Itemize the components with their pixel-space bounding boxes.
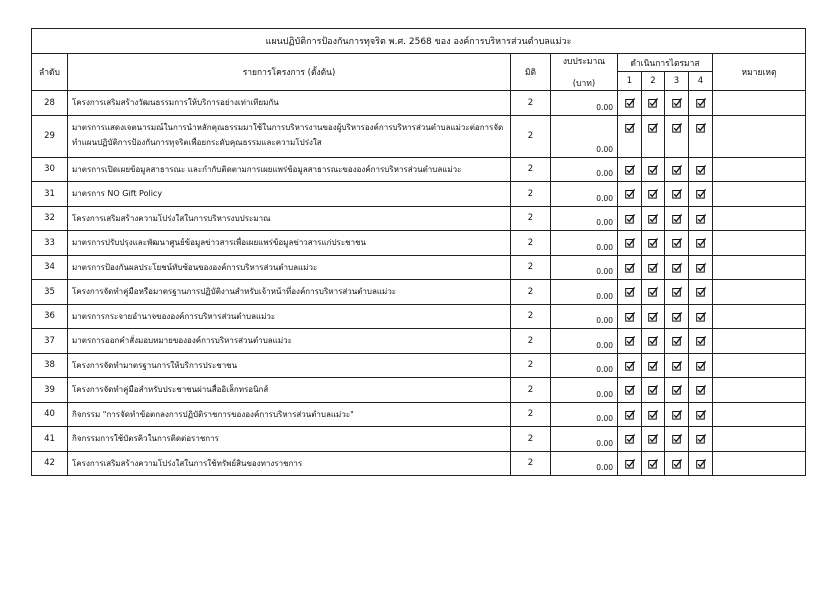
header-quarter: 3 xyxy=(665,72,689,91)
quarter-1-cell xyxy=(618,206,642,231)
row-project: มาตรการปรับปรุงและพัฒนาศูนย์ข้อมูลข่าวสารเพื่อเผยแพร่ข้อมูลข่าวสารแก่ประชาชน xyxy=(68,231,511,256)
row-project: โครงการจัดทำคู่มือหรือมาตรฐานการปฏิบัติงานสำหรับเจ้าหน้าที่องค์การบริหารส่วนตำบลแม่วะ xyxy=(68,280,511,305)
row-dimension: 2 xyxy=(511,402,551,427)
quarter-4-cell xyxy=(689,427,713,452)
quarter-1-cell xyxy=(618,329,642,354)
checkbox-checked-icon xyxy=(625,312,635,322)
checkbox-checked-icon xyxy=(672,287,682,297)
checkbox-checked-icon xyxy=(625,287,635,297)
row-budget: 0.00 xyxy=(551,378,618,403)
row-budget: 0.00 xyxy=(551,304,618,329)
quarter-2-cell xyxy=(642,91,665,116)
row-budget: 0.00 xyxy=(551,402,618,427)
checkbox-checked-icon xyxy=(648,287,658,297)
row-remark xyxy=(713,378,806,403)
quarter-2-cell xyxy=(642,353,665,378)
row-budget: 0.00 xyxy=(551,91,618,116)
row-dimension: 2 xyxy=(511,378,551,403)
quarter-4-cell xyxy=(689,115,713,157)
quarter-2-cell xyxy=(642,182,665,207)
quarter-3-cell xyxy=(665,353,689,378)
quarter-4-cell xyxy=(689,304,713,329)
table-row xyxy=(32,115,806,157)
checkbox-checked-icon xyxy=(648,263,658,273)
checkbox-checked-icon xyxy=(648,189,658,199)
table-row xyxy=(32,427,806,452)
row-project: มาตรการแสดงเจตนารมณ์ในการนำหลักคุณธรรมมาใช้ในการบริหารงานของผู้บริหารองค์การบริหารส่วนตำบลแม่วะต่อการจัดทำแผนปฏิบัติการป้องกันการทุจริตเพื่อยกระดับคุณธรรมและความโปร่งใส xyxy=(68,115,511,157)
quarter-4-cell xyxy=(689,329,713,354)
checkbox-checked-icon xyxy=(696,263,706,273)
quarter-4-cell xyxy=(689,378,713,403)
header-quarter: 4 xyxy=(689,72,713,91)
checkbox-checked-icon xyxy=(672,385,682,395)
row-no: 29 xyxy=(32,115,68,157)
header-budget-line1: งบประมาณ xyxy=(562,57,606,67)
checkbox-checked-icon xyxy=(672,98,682,108)
checkbox-checked-icon xyxy=(648,336,658,346)
row-dimension: 2 xyxy=(511,91,551,116)
checkbox-checked-icon xyxy=(672,238,682,248)
table-row xyxy=(32,157,806,182)
checkbox-checked-icon xyxy=(672,263,682,273)
quarter-1-cell xyxy=(618,427,642,452)
row-project: โครงการเสริมสร้างความโปร่งใสในการบริหารงบประมาณ xyxy=(68,206,511,231)
row-project: มาตรการเปิดเผยข้อมูลสาธารณะ และกำกับติดตามการเผยแพร่ข้อมูลสาธารณะขององค์การบริหารส่วนตำบลแม่วะ xyxy=(68,157,511,182)
row-budget: 0.00 xyxy=(551,451,618,476)
checkbox-checked-icon xyxy=(672,410,682,420)
checkbox-checked-icon xyxy=(625,123,635,133)
row-no: 40 xyxy=(32,402,68,427)
quarter-4-cell xyxy=(689,206,713,231)
quarter-2-cell xyxy=(642,255,665,280)
checkbox-checked-icon xyxy=(672,312,682,322)
checkbox-checked-icon xyxy=(696,287,706,297)
header-dimension: มิติ xyxy=(511,54,551,91)
checkbox-checked-icon xyxy=(648,123,658,133)
row-no: 34 xyxy=(32,255,68,280)
quarter-3-cell xyxy=(665,157,689,182)
row-budget: 0.00 xyxy=(551,427,618,452)
quarter-1-cell xyxy=(618,91,642,116)
checkbox-checked-icon xyxy=(625,214,635,224)
header-budget-line2: (บาท) xyxy=(572,79,596,89)
row-dimension: 2 xyxy=(511,115,551,157)
checkbox-checked-icon xyxy=(648,238,658,248)
row-no: 28 xyxy=(32,91,68,116)
row-remark xyxy=(713,157,806,182)
checkbox-checked-icon xyxy=(696,165,706,175)
row-remark xyxy=(713,427,806,452)
row-no: 30 xyxy=(32,157,68,182)
checkbox-checked-icon xyxy=(625,189,635,199)
document-title: แผนปฏิบัติการป้องกันการทุจริต พ.ศ. 2568 ของ องค์การบริหารส่วนตำบลแม่วะ xyxy=(32,29,806,54)
checkbox-checked-icon xyxy=(696,434,706,444)
checkbox-checked-icon xyxy=(648,312,658,322)
quarter-4-cell xyxy=(689,402,713,427)
row-remark xyxy=(713,280,806,305)
row-dimension: 2 xyxy=(511,280,551,305)
table-row xyxy=(32,206,806,231)
row-project: มาตรการป้องกันผลประโยชน์ทับซ้อนขององค์การบริหารส่วนตำบลแม่วะ xyxy=(68,255,511,280)
table-row xyxy=(32,304,806,329)
quarter-3-cell xyxy=(665,304,689,329)
header-quarter: 1 xyxy=(618,72,642,91)
checkbox-checked-icon xyxy=(625,238,635,248)
quarter-1-cell xyxy=(618,255,642,280)
quarter-3-cell xyxy=(665,206,689,231)
checkbox-checked-icon xyxy=(696,312,706,322)
row-project: โครงการจัดทำมาตรฐานการให้บริการประชาชน xyxy=(68,353,511,378)
quarter-1-cell xyxy=(618,402,642,427)
row-remark xyxy=(713,402,806,427)
quarter-4-cell xyxy=(689,451,713,476)
checkbox-checked-icon xyxy=(625,434,635,444)
row-remark xyxy=(713,329,806,354)
header-project: รายการโครงการ (ตั้งต้น) xyxy=(68,54,511,91)
header-quarter: 2 xyxy=(642,72,665,91)
checkbox-checked-icon xyxy=(625,385,635,395)
row-project: โครงการจัดทำคู่มือสำหรับประชาชนผ่านสื่ออิเล็กทรอนิกส์ xyxy=(68,378,511,403)
row-project: กิจกรรม "การจัดทำข้อตกลงการปฏิบัติราชการขององค์การบริหารส่วนตำบลแม่วะ" xyxy=(68,402,511,427)
row-no: 37 xyxy=(32,329,68,354)
table-row xyxy=(32,91,806,116)
checkbox-checked-icon xyxy=(696,98,706,108)
quarter-1-cell xyxy=(618,115,642,157)
checkbox-checked-icon xyxy=(625,459,635,469)
checkbox-checked-icon xyxy=(696,459,706,469)
quarter-2-cell xyxy=(642,206,665,231)
checkbox-checked-icon xyxy=(696,123,706,133)
quarter-1-cell xyxy=(618,304,642,329)
checkbox-checked-icon xyxy=(648,385,658,395)
header-remark: หมายเหตุ xyxy=(713,54,806,91)
table-row xyxy=(32,353,806,378)
quarter-2-cell xyxy=(642,378,665,403)
row-budget: 0.00 xyxy=(551,231,618,256)
quarter-4-cell xyxy=(689,182,713,207)
checkbox-checked-icon xyxy=(696,238,706,248)
row-dimension: 2 xyxy=(511,427,551,452)
checkbox-checked-icon xyxy=(625,98,635,108)
row-no: 36 xyxy=(32,304,68,329)
quarter-4-cell xyxy=(689,255,713,280)
quarter-2-cell xyxy=(642,451,665,476)
quarter-3-cell xyxy=(665,280,689,305)
row-budget: 0.00 xyxy=(551,157,618,182)
table-row xyxy=(32,280,806,305)
row-project: มาตรการกระจายอำนาจขององค์การบริหารส่วนตำบลแม่วะ xyxy=(68,304,511,329)
checkbox-checked-icon xyxy=(672,336,682,346)
row-budget: 0.00 xyxy=(551,329,618,354)
row-remark xyxy=(713,206,806,231)
quarter-1-cell xyxy=(618,157,642,182)
table-row xyxy=(32,378,806,403)
row-dimension: 2 xyxy=(511,451,551,476)
row-no: 38 xyxy=(32,353,68,378)
quarter-1-cell xyxy=(618,353,642,378)
checkbox-checked-icon xyxy=(648,434,658,444)
checkbox-checked-icon xyxy=(625,410,635,420)
row-budget: 0.00 xyxy=(551,182,618,207)
row-project: มาตรการออกคำสั่งมอบหมายขององค์การบริหารส่วนตำบลแม่วะ xyxy=(68,329,511,354)
row-remark xyxy=(713,353,806,378)
quarter-3-cell xyxy=(665,378,689,403)
row-budget: 0.00 xyxy=(551,206,618,231)
row-no: 42 xyxy=(32,451,68,476)
checkbox-checked-icon xyxy=(672,434,682,444)
row-project: โครงการเสริมสร้างความโปร่งใสในการใช้ทรัพย์สินของทางราชการ xyxy=(68,451,511,476)
checkbox-checked-icon xyxy=(672,214,682,224)
row-dimension: 2 xyxy=(511,255,551,280)
checkbox-checked-icon xyxy=(696,189,706,199)
row-remark xyxy=(713,255,806,280)
checkbox-checked-icon xyxy=(696,410,706,420)
row-budget: 0.00 xyxy=(551,255,618,280)
row-budget: 0.00 xyxy=(551,115,618,157)
table-row xyxy=(32,255,806,280)
row-dimension: 2 xyxy=(511,304,551,329)
row-no: 32 xyxy=(32,206,68,231)
row-remark xyxy=(713,304,806,329)
checkbox-checked-icon xyxy=(625,361,635,371)
row-dimension: 2 xyxy=(511,353,551,378)
quarter-3-cell xyxy=(665,91,689,116)
row-no: 39 xyxy=(32,378,68,403)
checkbox-checked-icon xyxy=(625,263,635,273)
quarter-4-cell xyxy=(689,91,713,116)
quarter-4-cell xyxy=(689,157,713,182)
header-no: ลำดับ xyxy=(32,54,68,91)
quarter-1-cell xyxy=(618,231,642,256)
header-budget xyxy=(551,54,618,91)
quarter-3-cell xyxy=(665,451,689,476)
quarter-2-cell xyxy=(642,304,665,329)
quarter-2-cell xyxy=(642,280,665,305)
checkbox-checked-icon xyxy=(648,410,658,420)
quarter-3-cell xyxy=(665,427,689,452)
row-no: 31 xyxy=(32,182,68,207)
row-remark xyxy=(713,451,806,476)
table-row xyxy=(32,402,806,427)
row-project: มาตรการ NO Gift Policy xyxy=(68,182,511,207)
checkbox-checked-icon xyxy=(648,165,658,175)
quarter-3-cell xyxy=(665,231,689,256)
quarter-1-cell xyxy=(618,451,642,476)
row-dimension: 2 xyxy=(511,206,551,231)
quarter-1-cell xyxy=(618,378,642,403)
quarter-2-cell xyxy=(642,115,665,157)
checkbox-checked-icon xyxy=(672,165,682,175)
quarter-4-cell xyxy=(689,353,713,378)
row-dimension: 2 xyxy=(511,329,551,354)
row-no: 33 xyxy=(32,231,68,256)
table-row xyxy=(32,329,806,354)
checkbox-checked-icon xyxy=(648,214,658,224)
checkbox-checked-icon xyxy=(696,361,706,371)
quarter-4-cell xyxy=(689,231,713,256)
table-body xyxy=(32,91,806,476)
header-period: ดำเนินการไตรมาส xyxy=(618,54,713,72)
checkbox-checked-icon xyxy=(648,98,658,108)
row-dimension: 2 xyxy=(511,182,551,207)
checkbox-checked-icon xyxy=(672,123,682,133)
table-row xyxy=(32,231,806,256)
row-remark xyxy=(713,115,806,157)
row-no: 35 xyxy=(32,280,68,305)
checkbox-checked-icon xyxy=(696,336,706,346)
checkbox-checked-icon xyxy=(696,214,706,224)
row-remark xyxy=(713,182,806,207)
action-plan-table xyxy=(31,28,806,476)
quarter-3-cell xyxy=(665,255,689,280)
quarter-2-cell xyxy=(642,402,665,427)
quarter-4-cell xyxy=(689,280,713,305)
row-budget: 0.00 xyxy=(551,353,618,378)
row-dimension: 2 xyxy=(511,231,551,256)
checkbox-checked-icon xyxy=(672,189,682,199)
row-budget: 0.00 xyxy=(551,280,618,305)
row-remark xyxy=(713,231,806,256)
checkbox-checked-icon xyxy=(672,459,682,469)
row-dimension: 2 xyxy=(511,157,551,182)
checkbox-checked-icon xyxy=(672,361,682,371)
quarter-3-cell xyxy=(665,329,689,354)
quarter-2-cell xyxy=(642,231,665,256)
checkbox-checked-icon xyxy=(648,361,658,371)
checkbox-checked-icon xyxy=(625,165,635,175)
quarter-1-cell xyxy=(618,280,642,305)
quarter-3-cell xyxy=(665,402,689,427)
quarter-2-cell xyxy=(642,157,665,182)
row-project: โครงการเสริมสร้างวัฒนธรรมการให้บริการอย่างเท่าเทียมกัน xyxy=(68,91,511,116)
quarter-2-cell xyxy=(642,329,665,354)
checkbox-checked-icon xyxy=(625,336,635,346)
row-project: กิจกรรมการใช้บัตรคิวในการติดต่อราชการ xyxy=(68,427,511,452)
checkbox-checked-icon xyxy=(648,459,658,469)
quarter-3-cell xyxy=(665,115,689,157)
checkbox-checked-icon xyxy=(696,385,706,395)
row-no: 41 xyxy=(32,427,68,452)
table-row xyxy=(32,451,806,476)
quarter-3-cell xyxy=(665,182,689,207)
quarter-2-cell xyxy=(642,427,665,452)
row-remark xyxy=(713,91,806,116)
quarter-1-cell xyxy=(618,182,642,207)
table-row xyxy=(32,182,806,207)
